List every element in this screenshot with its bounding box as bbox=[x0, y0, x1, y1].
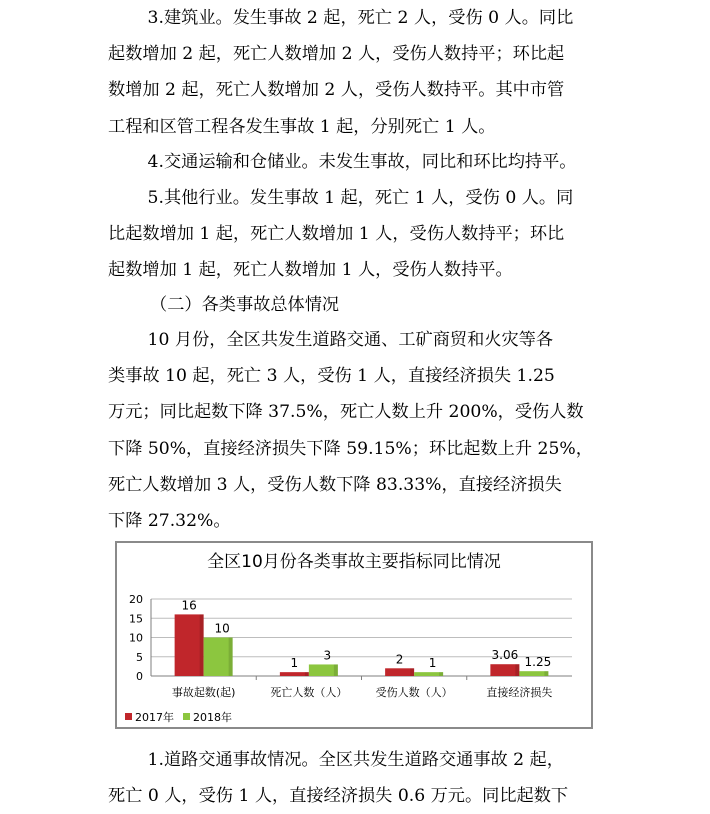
data-label: 1.25 bbox=[524, 655, 552, 670]
text-line: 万元；同比起数下降 37.5%，死亡人数上升 200%，受伤人数 bbox=[108, 402, 584, 423]
legend-swatch bbox=[183, 713, 190, 720]
bar-shade bbox=[439, 672, 443, 676]
text-line: 5.其他行业。发生事故 1 起，死亡 1 人，受伤 0 人。同 bbox=[147, 188, 574, 208]
bar-2018年-0 bbox=[204, 638, 233, 677]
data-label: 16 bbox=[181, 598, 197, 613]
y-tick-label: 10 bbox=[129, 631, 143, 645]
text-line: 数增加 2 起，死亡人数增加 2 人，受伤人数持平。其中市管 bbox=[108, 80, 565, 101]
text-line: 比起数增加 1 起，死亡人数增加 1 人，受伤人数持平；环比 bbox=[108, 224, 565, 245]
text-line: 下降 27.32%。 bbox=[108, 510, 231, 531]
text-line: 死亡 0 人，受伤 1 人，直接经济损失 0.6 万元。同比起数下 bbox=[108, 786, 569, 807]
bar-shade bbox=[334, 664, 338, 676]
text-line: 3.建筑业。发生事故 2 起，死亡 2 人，受伤 0 人。同比 bbox=[147, 8, 574, 28]
legend-label: 2017年 bbox=[135, 711, 174, 724]
y-tick-label: 20 bbox=[129, 593, 143, 606]
bar-shade bbox=[544, 671, 548, 676]
text-line: 类事故 10 起，死亡 3 人，受伤 1 人，直接经济损失 1.25 bbox=[108, 366, 555, 387]
bar-2017年-3 bbox=[490, 664, 519, 676]
section-heading: （二）各类事故总体情况 bbox=[150, 295, 340, 315]
bar-shade bbox=[229, 638, 233, 677]
text-line: 1.道路交通事故情况。全区共发生道路交通事故 2 起， bbox=[147, 750, 564, 770]
data-label: 3.06 bbox=[491, 648, 519, 663]
data-label: 2 bbox=[395, 652, 404, 667]
bar-shade bbox=[305, 672, 309, 676]
y-tick-label: 0 bbox=[136, 670, 143, 683]
bar-2018年-1 bbox=[309, 664, 338, 676]
x-category-label: 事故起数(起) bbox=[171, 686, 236, 699]
x-category-label: 受伤人数（人） bbox=[375, 686, 453, 699]
paragraph-construction bbox=[108, 0, 598, 145]
data-label: 3 bbox=[323, 648, 332, 663]
chart-title: 全区10月份各类事故主要指标同比情况 bbox=[207, 552, 501, 572]
x-category-label: 死亡人数（人） bbox=[270, 686, 348, 699]
chart-canvas bbox=[117, 543, 591, 727]
paragraph-transport bbox=[108, 144, 598, 180]
text-line: 10 月份，全区共发生道路交通、工矿商贸和火灾等各 bbox=[147, 330, 554, 350]
bar-2018年-2 bbox=[414, 672, 443, 676]
paragraph-summary bbox=[108, 322, 598, 539]
paragraph-road-traffic bbox=[108, 742, 598, 814]
data-label: 1 bbox=[428, 656, 437, 671]
y-tick-label: 5 bbox=[136, 650, 143, 664]
y-tick-label: 15 bbox=[129, 612, 143, 626]
bar-shade bbox=[200, 614, 204, 676]
text-line: 起数增加 2 起，死亡人数增加 2 人，受伤人数持平；环比起 bbox=[108, 44, 565, 65]
data-label: 10 bbox=[214, 621, 230, 636]
paragraph-other-industries bbox=[108, 180, 598, 289]
text-line: 死亡人数增加 3 人，受伤人数下降 83.33%，直接经济损失 bbox=[108, 474, 562, 495]
data-label: 1 bbox=[290, 656, 299, 671]
bar-2017年-0 bbox=[175, 614, 204, 676]
bar-shade bbox=[410, 668, 414, 676]
accident-comparison-chart bbox=[115, 541, 593, 729]
bar-2017年-1 bbox=[280, 672, 309, 676]
bar-shade bbox=[515, 664, 519, 676]
bar-2018年-3 bbox=[519, 671, 548, 676]
x-category-label: 直接经济损失 bbox=[486, 686, 553, 699]
legend-label: 2018年 bbox=[193, 711, 232, 724]
legend-swatch bbox=[125, 713, 132, 720]
text-line: 起数增加 1 起，死亡人数增加 1 人，受伤人数持平。 bbox=[108, 260, 513, 281]
text-line: 下降 50%，直接经济损失下降 59.15%；环比起数上升 25%， bbox=[108, 438, 593, 459]
text-line: 工程和区管工程各发生事故 1 起，分别死亡 1 人。 bbox=[108, 116, 496, 137]
text-line: 4.交通运输和仓储业。未发生事故，同比和环比均持平。 bbox=[147, 152, 577, 172]
bar-2017年-2 bbox=[385, 668, 414, 676]
